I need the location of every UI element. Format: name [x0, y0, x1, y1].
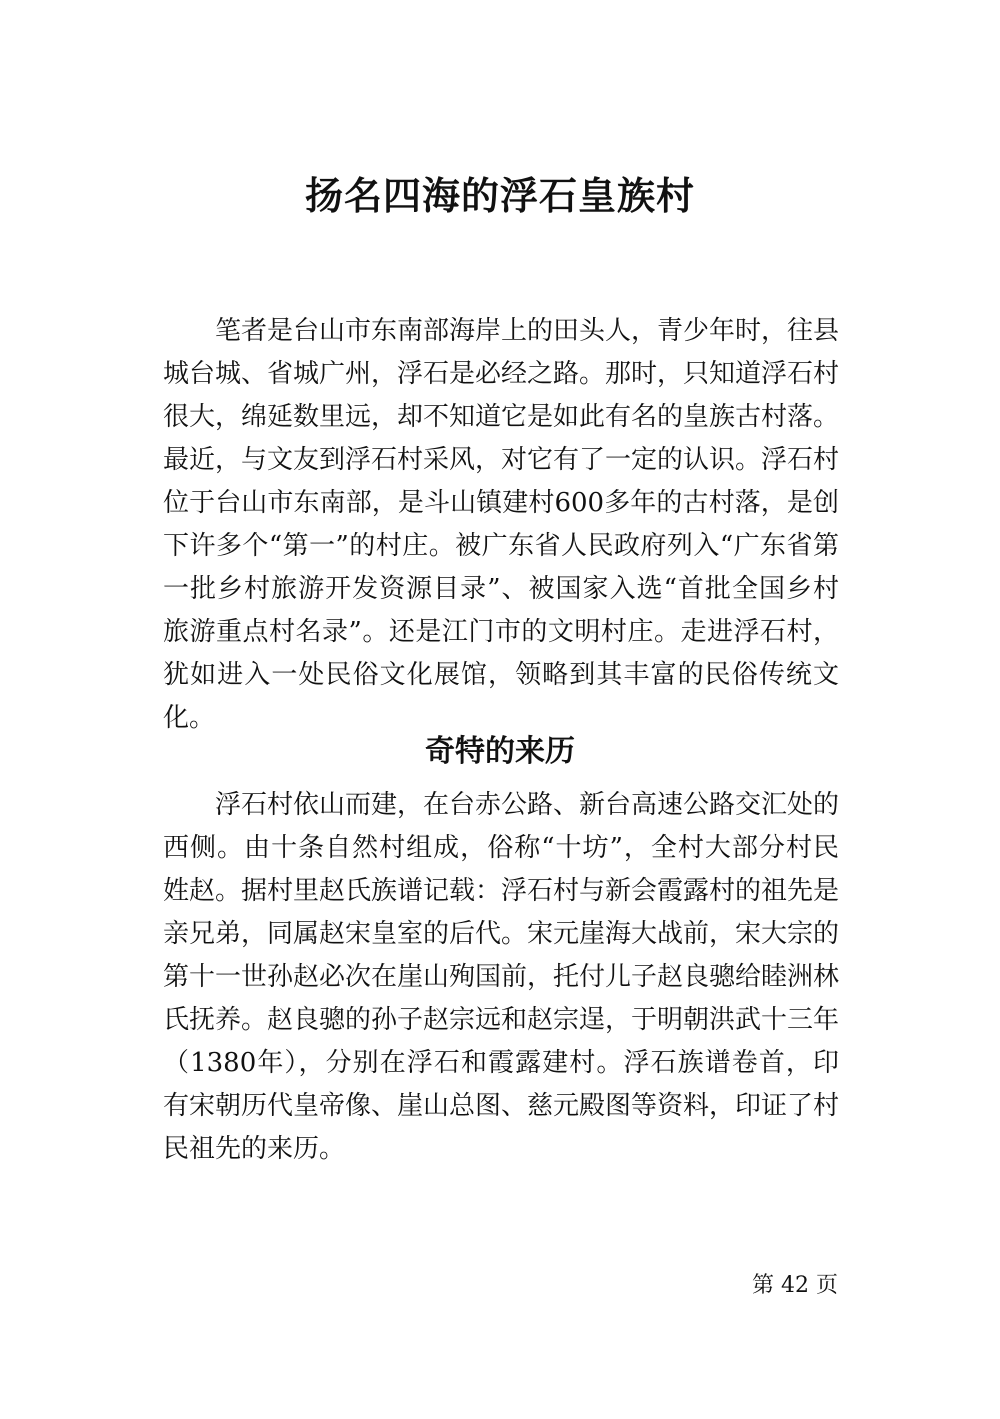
history-paragraph: 浮石村依山而建，在台赤公路、新台高速公路交汇处的西侧。由十条自然村组成，俗称“十坊”，全村大部分村民姓赵。据村里赵氏族谱记载：浮石村与新会霞露村的祖先是亲兄弟，同属赵宋皇室的后代。宋元崖海大战前，宋大宗的第十一世孙赵必次在崖山殉国前，托付儿子赵良骢给睦洲林氏抚养。赵良骢的孙子赵宗远和赵宗逞，于明朝洪武十三年（1380年），分别在浮石和霞露建村。浮石族谱卷首，印有宋朝历代皇帝像、崖山总图、慈元殿图等资料，印证了村民祖先的来历。 [163, 790, 840, 1164]
section-title: 奇特的来历 [425, 734, 575, 769]
page-number: 第 42 页 [752, 1273, 838, 1298]
page-title: 扬名四海的浮石皇族村 [304, 174, 695, 218]
intro-paragraph: 笔者是台山市东南部海岸上的田头人，青少年时，往县城台城、省城广州，浮石是必经之路。那时，只知道浮石村很大，绵延数里远，却不知道它是如此有名的皇族古村落。最近，与文友到浮石村采风，对它有了一定的认识。浮石村位于台山市东南部，是斗山镇建村600多年的古村落，是创下许多个“第一”的村庄。被广东省人民政府列入“广东省第一批乡村旅游开发资源目录”、被国家入选“首批全国乡村旅游重点村名录”。还是江门市的文明村庄。走进浮石村，犹如进入一处民俗文化展馆，领略到其丰富的民俗传统文化。 [163, 316, 840, 733]
